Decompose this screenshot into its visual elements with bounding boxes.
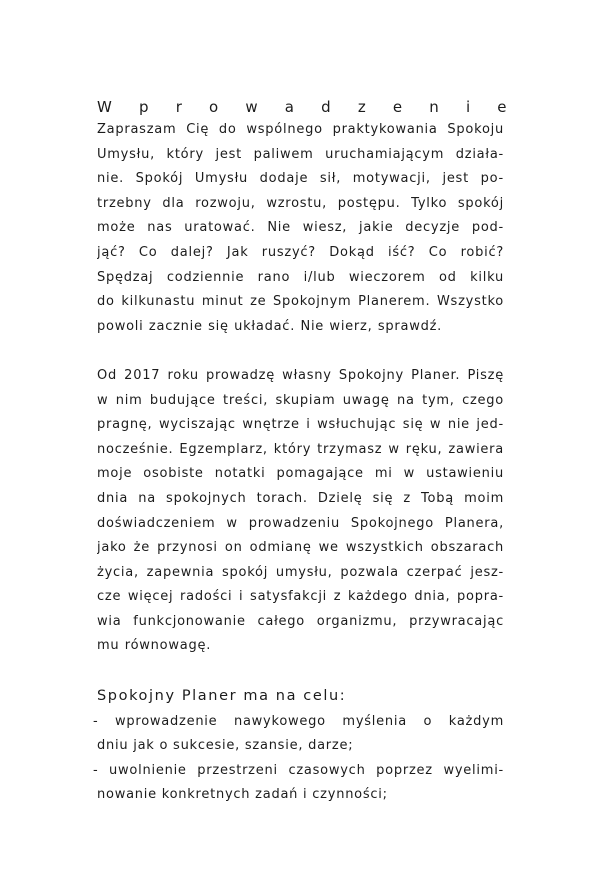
text-line: jąć? Co dalej? Jak ruszyć? Dokąd iść? Co robić? bbox=[97, 244, 504, 260]
document-page bbox=[93, 96, 518, 808]
text-line: jako że przynosi on odmianę we wszystkich obszarach bbox=[97, 540, 504, 556]
goals-list bbox=[93, 710, 504, 808]
text-line: nocześnie. Egzemplarz, który trzymasz w ręku, zawiera bbox=[97, 441, 504, 457]
list-item bbox=[93, 710, 504, 759]
text-line: życia, zapewnia spokój umysłu, pozwala czerpać jesz- bbox=[97, 564, 504, 580]
text-line: doświadczeniem w prowadzeniu Spokojnego Planera, bbox=[97, 515, 504, 531]
paragraph-gap bbox=[97, 339, 504, 364]
text-line: trzebny dla rozwoju, wzrostu, postępu. Tylko spokój bbox=[97, 195, 504, 211]
goals-heading: Spokojny Planer ma na celu: bbox=[97, 687, 347, 704]
intro-paragraph bbox=[97, 118, 504, 339]
story-paragraph bbox=[97, 364, 504, 659]
text-line: Spędzaj codziennie rano i/lub wieczorem od kilku bbox=[97, 269, 504, 285]
text-line: Umysłu, który jest paliwem uruchamiającym działa- bbox=[97, 146, 504, 162]
text-line: moje osobiste notatki pomagające mi w ustawieniu bbox=[97, 466, 504, 482]
text-line: wia funkcjonowanie całego organizmu, przywracając bbox=[97, 613, 504, 629]
text-line: Zapraszam Cię do wspólnego praktykowania Spokoju bbox=[97, 122, 504, 137]
text-line: dniu jak o sukcesie, szansie, darze; bbox=[97, 738, 354, 754]
paragraph-gap bbox=[97, 659, 504, 684]
text-line: mu równowagę. bbox=[97, 638, 212, 654]
text-line: nie. Spokój Umysłu dodaje sił, motywacji, jest po- bbox=[97, 171, 504, 187]
section-heading: W p r o w a d z e n i e bbox=[97, 98, 518, 116]
text-line: powoli zacznie się układać. Nie wierz, sprawdź. bbox=[97, 318, 443, 334]
text-line: do kilkunastu minut ze Spokojnym Planerem. Wszystko bbox=[97, 294, 504, 310]
text-line: cze więcej radości i satysfakcji z każdego dnia, popra- bbox=[97, 589, 504, 605]
text-line: Od 2017 roku prowadzę własny Spokojny Planer. Piszę bbox=[97, 367, 504, 383]
text-line: może nas uratować. Nie wiesz, jakie decyzje pod- bbox=[97, 220, 504, 236]
text-line: nowanie konkretnych zadań i czynności; bbox=[97, 787, 388, 803]
list-item bbox=[93, 759, 504, 808]
text-line: - uwolnienie przestrzeni czasowych poprzez wyelimi- bbox=[93, 762, 504, 778]
text-line: pragnę, wyciszając wnętrze i wsłuchując się w nie jed- bbox=[97, 417, 504, 433]
text-line: dnia na spokojnych torach. Dzielę się z Tobą moim bbox=[97, 490, 504, 506]
text-line: - wprowadzenie nawykowego myślenia o każdym bbox=[93, 713, 504, 729]
text-line: w nim budujące treści, skupiam uwagę na tym, czego bbox=[97, 392, 504, 408]
